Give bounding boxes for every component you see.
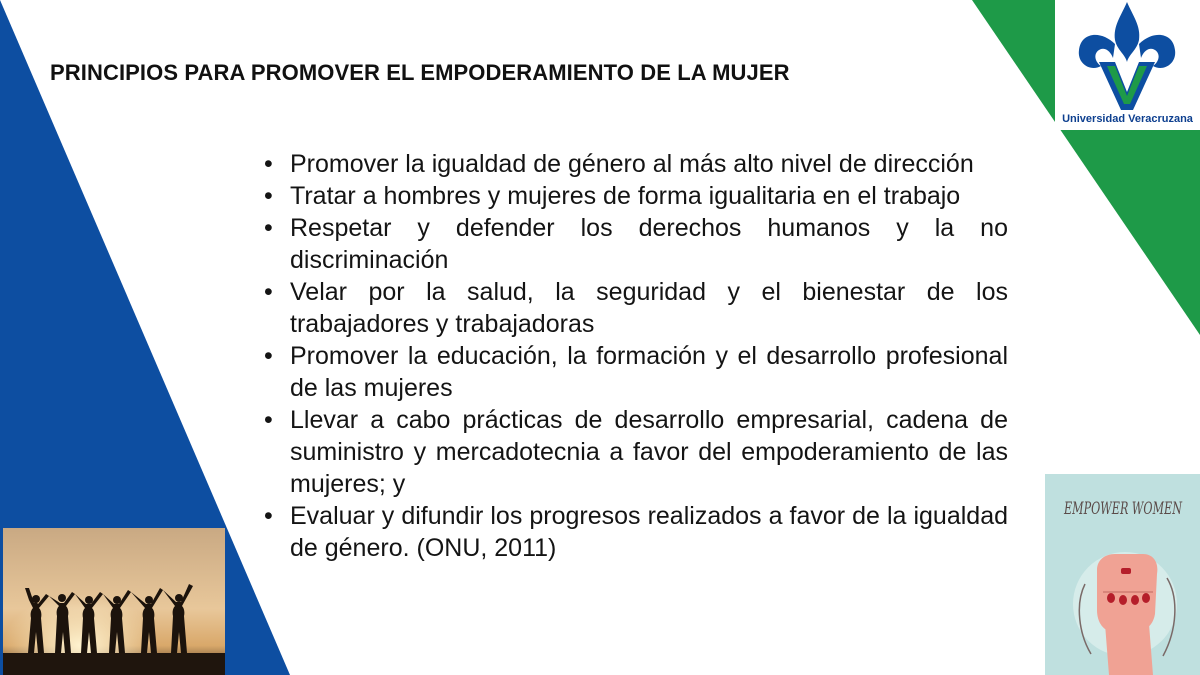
nail-1 xyxy=(1107,593,1115,603)
thumb-nail xyxy=(1121,568,1131,574)
bullet-text: Tratar a hombres y mujeres de forma igualitaria en el trabajo xyxy=(290,182,961,210)
bullet-dot: • xyxy=(264,214,273,242)
list-item xyxy=(262,404,1008,500)
list-item xyxy=(262,148,1008,180)
bullet-text: Evaluar y difundir los progresos realizados a favor de la igualdad de género. (ONU, 2011) xyxy=(290,502,1008,562)
logo-text: Universidad Veracruzana xyxy=(1062,113,1193,125)
head-4 xyxy=(113,596,121,604)
ground xyxy=(3,653,225,675)
slide-title: PRINCIPIOS PARA PROMOVER EL EMPODERAMIENTO DE LA MUJER xyxy=(50,60,790,85)
empower-women-poster xyxy=(1045,474,1200,675)
veracruzana-logo-icon xyxy=(1055,0,1200,112)
head-2 xyxy=(58,594,66,602)
list-item xyxy=(262,212,1008,276)
bullet-text: Velar por la salud, la seguridad y el bienestar de los trabajadores y trabajadoras xyxy=(290,278,1008,338)
bullet-dot: • xyxy=(264,182,273,210)
nail-4 xyxy=(1142,593,1150,603)
bullet-dot: • xyxy=(264,502,273,530)
nail-2 xyxy=(1119,595,1127,605)
bullet-text: Promover la igualdad de género al más alto nivel de dirección xyxy=(290,150,974,178)
flame-top xyxy=(1115,2,1140,62)
list-item xyxy=(262,180,1008,212)
bullet-list xyxy=(262,148,1008,564)
bullet-dot: • xyxy=(264,406,273,434)
poster-text: EMPOWER WOMEN xyxy=(1063,499,1183,519)
bullet-text: Llevar a cabo prácticas de desarrollo empresarial, cadena de suministro y mercadotecnia a favor del empoderamiento de las mujeres; y xyxy=(290,406,1008,498)
bullet-dot: • xyxy=(264,150,273,178)
list-item xyxy=(262,276,1008,340)
bullet-dot: • xyxy=(264,342,273,370)
bullet-dot: • xyxy=(264,278,273,306)
head-3 xyxy=(85,596,93,604)
head-1 xyxy=(32,595,40,603)
list-item xyxy=(262,340,1008,404)
list-item xyxy=(262,500,1008,564)
university-logo xyxy=(1055,0,1200,130)
bullet-text: Promover la educación, la formación y el desarrollo profesional de las mujeres xyxy=(290,342,1008,402)
nail-3 xyxy=(1131,595,1139,605)
silhouettes-photo xyxy=(3,528,225,675)
bullet-text: Respetar y defender los derechos humanos y la no discriminación xyxy=(290,214,1008,274)
head-5 xyxy=(145,596,153,604)
head-6 xyxy=(175,594,183,602)
